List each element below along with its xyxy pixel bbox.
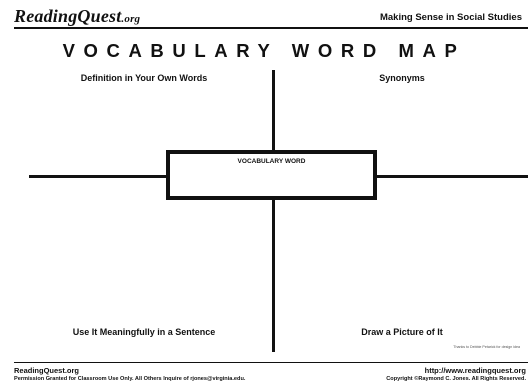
page-title: VOCABULARY WORD MAP (62, 40, 466, 61)
vertical-divider-bottom (272, 200, 275, 352)
readingquest-logo (14, 6, 140, 27)
vertical-divider-top (272, 70, 275, 150)
footer-copyright: Copyright ©Raymond C. Jones. All Rights Reserved. (386, 376, 526, 382)
logo-suffix: .org (121, 13, 141, 25)
header-tagline: Making Sense in Social Studies (379, 12, 522, 23)
design-credit: Thanks to Debbie Petarick for design idea (453, 345, 520, 349)
footer-url: http://www.readingquest.org (424, 366, 526, 375)
footer-permission-note: Permission Granted for Classroom Use Only. All Others Inquire of rjones@virginia.edu. (14, 376, 246, 382)
horizontal-divider-right (377, 175, 528, 178)
quadrant-label-sentence: Use It Meaningfully in a Sentence (72, 327, 216, 337)
footer-divider (14, 362, 528, 363)
quadrant-label-synonyms: Synonyms (379, 73, 425, 83)
quadrant-label-picture: Draw a Picture of It (361, 327, 443, 337)
logo-text: ReadingQuest (14, 6, 122, 26)
quadrant-label-definition: Definition in Your Own Words (80, 73, 208, 83)
horizontal-divider-left (29, 175, 166, 178)
footer-site-name: ReadingQuest.org (14, 366, 80, 375)
vocabulary-word-label: VOCABULARY WORD (237, 158, 306, 165)
header-divider (14, 27, 528, 29)
